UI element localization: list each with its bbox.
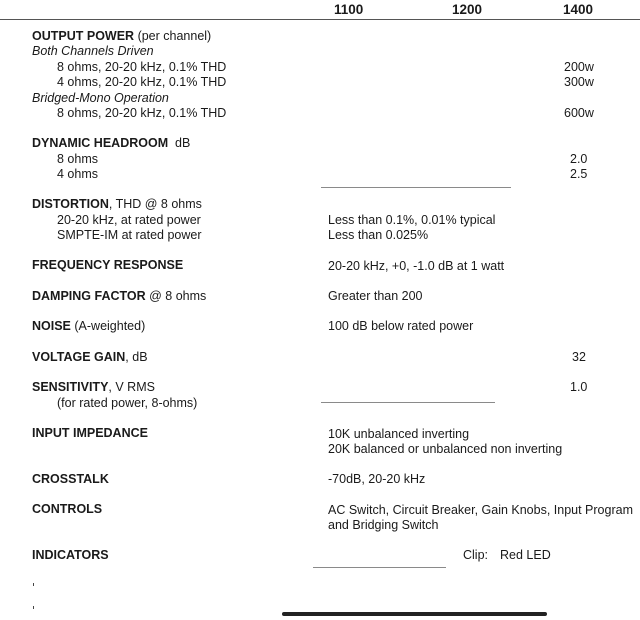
damping-factor-heading [32,289,206,304]
voltage-gain-title: VOLTAGE GAIN [32,350,126,364]
noise-heading [32,319,145,334]
noise-value: 100 dB below rated power [328,319,474,333]
damping-factor-value: Greater than 200 [328,289,423,303]
output-power-row3-1400: 600w [564,106,594,120]
voltage-gain-heading [32,350,148,365]
output-power-row2-label: 4 ohms, 20-20 kHz, 0.1% THD [57,75,227,89]
distortion-row2-label: SMPTE-IM at rated power [57,228,202,242]
sensitivity-divider [321,402,495,403]
both-channels-subheading: Both Channels Driven [32,44,154,58]
dynamic-headroom-row1-1400: 2.0 [570,152,588,166]
output-power-row1-label: 8 ohms, 20-20 kHz, 0.1% THD [57,60,227,74]
bottom-edge-bar [282,612,547,616]
dynamic-headroom-suffix: dB [168,136,191,150]
sensitivity-note: (for rated power, 8-ohms) [57,396,198,410]
indicators-value: Red LED [500,548,551,562]
output-power-title: OUTPUT POWER [32,29,135,43]
headroom-divider [321,187,511,188]
frequency-response-value: 20-20 kHz, +0, -1.0 dB at 1 watt [328,259,505,273]
dynamic-headroom-row2-label: 4 ohms [57,167,98,181]
distortion-row1-label: 20-20 kHz, at rated power [57,213,201,227]
distortion-row1-value: Less than 0.1%, 0.01% typical [328,213,496,227]
dynamic-headroom-row2-1400: 2.5 [570,167,588,181]
input-impedance-line2: 20K balanced or unbalanced non inverting [328,442,563,456]
edge-mark [33,606,34,609]
distortion-row2-value: Less than 0.025% [328,228,429,242]
input-impedance-title: INPUT IMPEDANCE [32,426,148,440]
output-power-row3-label: 8 ohms, 20-20 kHz, 0.1% THD [57,106,227,120]
damping-factor-title: DAMPING FACTOR [32,289,146,303]
dynamic-headroom-row1-label: 8 ohms [57,152,98,166]
controls-line2: and Bridging Switch [328,518,439,532]
output-power-row1-1400: 200w [564,60,594,74]
header-rule [0,19,640,20]
voltage-gain-1400: 32 [572,350,586,364]
distortion-heading [32,197,202,212]
sensitivity-title: SENSITIVITY [32,380,109,394]
controls-title: CONTROLS [32,502,103,516]
column-header-1100: 1100 [334,2,364,17]
output-power-suffix: (per channel) [134,29,212,43]
dynamic-headroom-heading [32,136,190,151]
voltage-gain-suffix: , dB [125,350,148,364]
crosstalk-title: CROSSTALK [32,472,109,486]
dynamic-headroom-title: DYNAMIC HEADROOM [32,136,169,150]
input-impedance-line1: 10K unbalanced inverting [328,427,470,441]
sensitivity-heading [32,380,155,395]
sensitivity-1400: 1.0 [570,380,588,394]
edge-mark [33,583,34,586]
indicators-title: INDICATORS [32,548,109,562]
column-header-1400: 1400 [563,2,594,17]
bridged-mono-subheading: Bridged-Mono Operation [32,91,169,105]
output-power-heading [32,29,211,44]
controls-line1: AC Switch, Circuit Breaker, Gain Knobs, Input Program [328,503,633,517]
distortion-title: DISTORTION [32,197,109,211]
output-power-row2-1400: 300w [564,75,594,89]
column-header-1200: 1200 [452,2,483,17]
crosstalk-value: -70dB, 20-20 kHz [328,472,426,486]
indicators-divider [313,567,446,568]
indicators-label: Clip: [463,548,489,562]
noise-suffix: (A-weighted) [70,319,146,333]
sensitivity-suffix: , V RMS [108,380,155,394]
damping-factor-suffix: @ 8 ohms [145,289,207,303]
distortion-suffix: , THD @ 8 ohms [108,197,202,211]
frequency-response-title: FREQUENCY RESPONSE [32,258,184,272]
noise-title: NOISE [32,319,71,333]
